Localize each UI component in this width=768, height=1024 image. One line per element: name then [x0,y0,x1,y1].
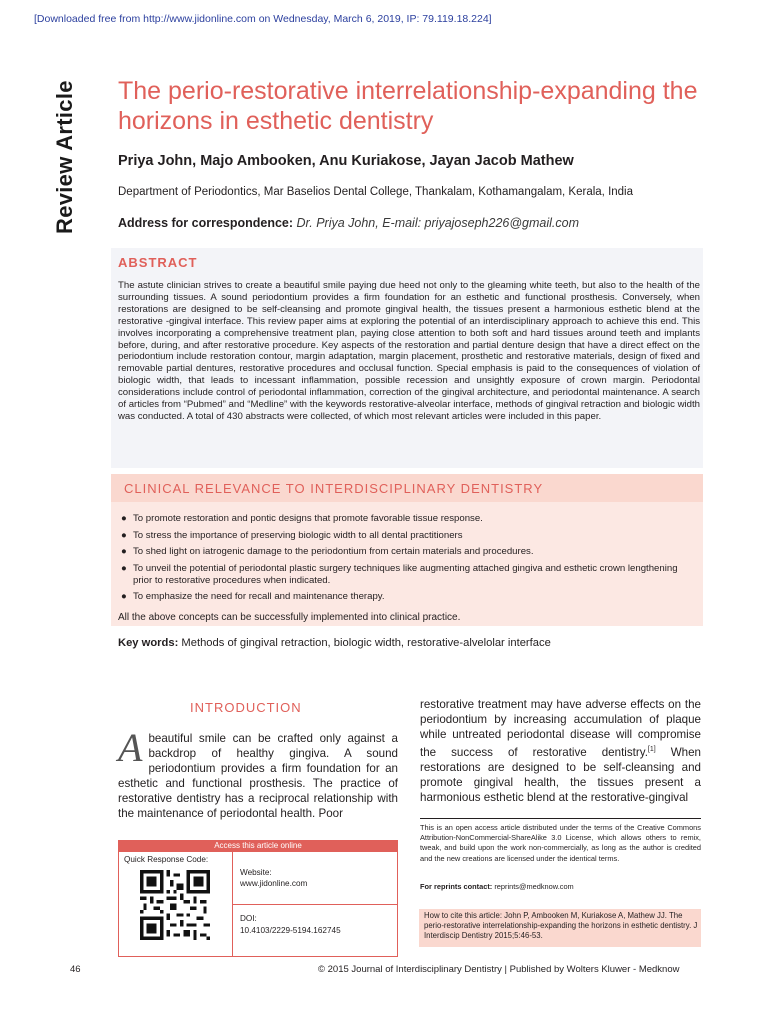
list-item-text: To promote restoration and pontic designs that promote favorable tissue response. [133,513,483,524]
list-item [121,563,696,587]
keywords [118,637,551,649]
website-link[interactable]: www.jidonline.com [240,879,308,888]
doi-label: DOI: [240,914,257,923]
citation-ref[interactable]: [1] [647,746,656,754]
drop-cap: A [118,725,143,770]
bullet-icon: ● [121,513,127,524]
page-number: 46 [70,964,81,975]
reprints-contact [420,882,574,891]
clinical-relevance-list [121,513,696,608]
keywords-label: Key words: [118,637,179,649]
download-notice: [Downloaded free from http://www.jidonline.com on Wednesday, March 6, 2019, IP: 79.119.18.224] [34,13,492,25]
list-item-text: To shed light on iatrogenic damage to the periodontium from certain materials and procedures. [133,546,534,558]
bullet-icon: ● [121,529,127,541]
list-item [121,591,696,603]
correspondence-label: Address for correspondence: [118,216,294,230]
keywords-value: Methods of gingival retraction, biologic width, restorative-alvelolar interface [178,637,551,649]
bullet-icon: ● [121,591,127,603]
doi-link[interactable]: 10.4103/2229-5194.162745 [240,926,341,935]
reprints-label: For reprints contact: [420,882,493,891]
affiliation: Department of Periodontics, Mar Baselios Dental College, Thankalam, Kothamangalam, Kerala, India [118,186,634,198]
article-title: The perio-restorative interrelationship-expanding the horizons in esthetic dentistry [118,77,698,135]
list-item [121,530,696,542]
citation-text: John P, Ambooken M, Kuriakose A, Mathew JJ. The perio-restorative interrelationship-expanding the horizons in esthetic dentistry. J Interdiscip Dentistry 2015;5:46-53. [424,911,698,941]
divider [420,818,701,819]
citation-label: How to cite this article: [424,911,502,920]
introduction-text-3: When restorations are designed to be self-cleansing and promote gingival health, the tissues present a harmonious esthetic blend at the restorative-gingival [420,746,701,805]
citation [424,911,698,942]
clinical-relevance-note: All the above concepts can be successfully implemented into clinical practice. [118,612,461,623]
introduction-heading: INTRODUCTION [190,700,302,715]
author-list: Priya John, Majo Ambooken, Anu Kuriakose, Jayan Jacob Mathew [118,153,574,169]
clinical-relevance-heading: CLINICAL RELEVANCE TO INTERDISCIPLINARY DENTISTRY [124,481,544,496]
qr-label: Quick Response Code: [124,855,209,864]
license-text: This is an open access article distributed under the terms of the Creative Commons Attribution-NonCommercial-ShareAlike 3.0 License, which allows others to remix, tweak, and build upon the work non-commercially, as long as the author is credited and the new creations are licensed under the identical terms. [420,823,701,863]
list-item-text: To emphasize the need for recall and maintenance therapy. [133,591,385,603]
website-label: Website: [240,868,272,877]
list-item-text: To stress the importance of preserving biologic width to all dental practitioners [133,529,463,541]
abstract-text: The astute clinician strives to create a beautiful smile paying due heed not only to the gleaming white teeth, but also to the health of the surrounding tissues. A sound periodontium provides a firm foundation for an esthetic and functional prosthesis. Conversely, when restorations are designed to be self-cleansing and promote gingival health, the tissues present a harmonious esthetic blend at the restorative -gingival interface. This review paper aims at exploring the potential of an interdisciplinary approach to achieve this end. This involves incorporating a comprehensive treatment plan, paying close attention to both soft and hard tissues around teeth and implants before, during, and after restorative procedure. Key aspects of the restoration and partial denture design that have a direct effect on the periodontium include restoration contour, margin adaptation, margin placement, prosthetic and restorative materials, design of fixed and removable partial dentures, restorative procedures and occlusal function. Special emphasis is paid to the consequences of violation of biologic width, that leads to incessant inflammation, possible recession and unsightly exposure of crown margin. Periodontal considerations include control of periodontal inflammation, correction of the gingival architecture, and periodontal maintenance. A search of articles from “Pubmed” and “Medline” with the keywords restorative-alveolar interface, methods of gingival retraction and biologic width was conducted. A total of 430 abstracts were collected, of which most relevant articles were included in this paper. [118,280,700,422]
divider [233,904,398,905]
introduction-column-1 [118,725,398,822]
introduction-column-2 [420,697,701,806]
qr-code-icon[interactable] [140,870,210,940]
correspondence [118,216,579,230]
list-item [121,513,696,525]
list-item-text: To unveil the potential of periodontal plastic surgery techniques like augmenting attached gingiva and esthetic crown lengthening prior to restorative procedures when indicated. [133,562,678,586]
bullet-icon: ● [121,546,127,558]
introduction-text-1: beautiful smile can be crafted only against a backdrop of healthy gingiva. A sound periodontium provides a firm foundation for an esthetic and functional prosthesis. The practice of restorative dentistry has a reciprocal relationship with the maintenance of periodontal health. Poor [118,732,398,821]
bullet-icon: ● [121,562,127,574]
footer-text: © 2015 Journal of Interdisciplinary Dentistry | Published by Wolters Kluwer - Medknow [318,964,680,975]
correspondence-value[interactable]: Dr. Priya John, E-mail: priyajoseph226@gmail.com [293,216,579,230]
section-label: Review Article [52,80,77,234]
list-item [121,546,696,558]
access-heading: Access this article online [118,840,398,852]
abstract-heading: ABSTRACT [118,255,198,270]
reprints-email[interactable]: reprints@medknow.com [492,882,574,891]
introduction-text-2: restorative treatment may have adverse effects on the periodontium by increasing accumulation of plaque while untreated periodontal disease will compromise the success of restorative dentistry. [420,698,701,760]
